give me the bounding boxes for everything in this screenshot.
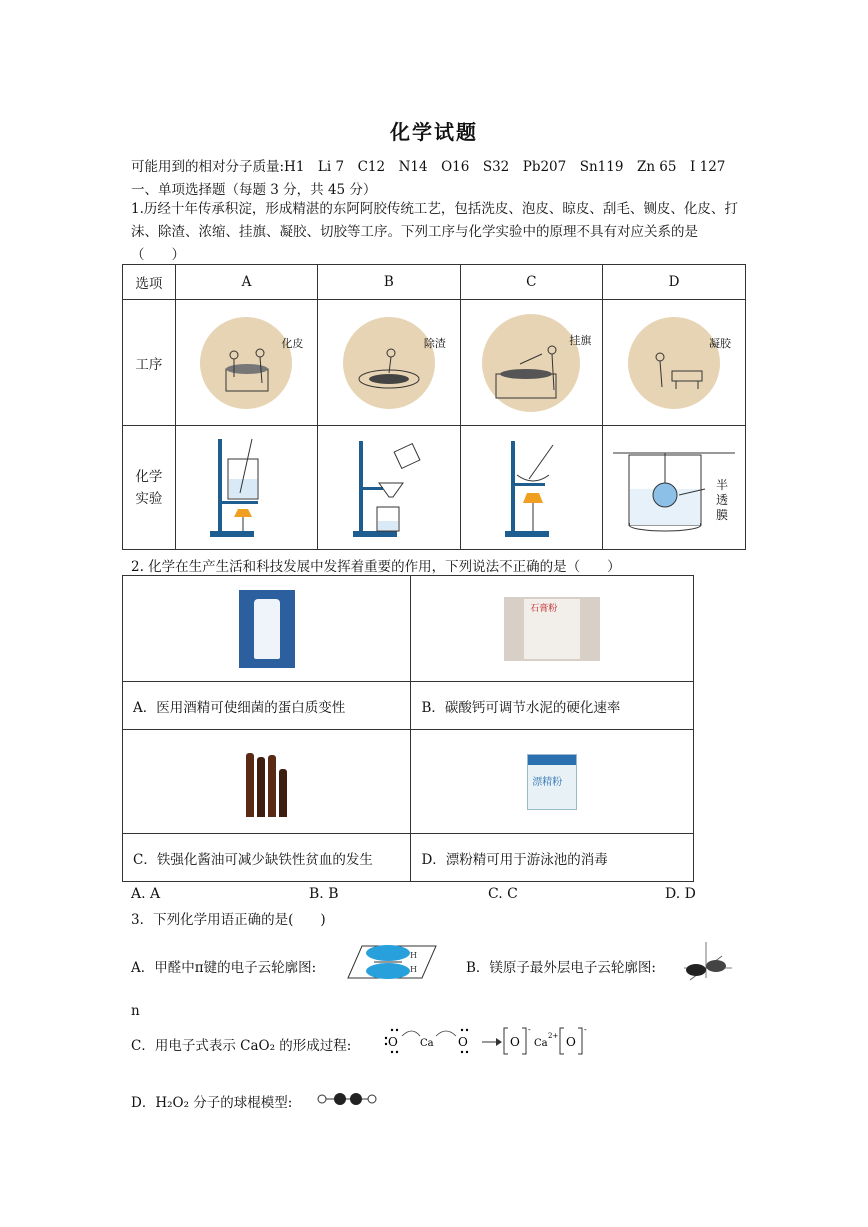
row-label-experiment: 化学实验 — [123, 426, 176, 550]
svg-text:Ca: Ca — [420, 1038, 434, 1049]
col-a: A — [175, 265, 317, 300]
q2-option-d: D．漂粉精可用于游泳池的消毒 — [411, 834, 694, 882]
svg-text:O: O — [510, 1035, 520, 1049]
filtration-apparatus — [349, 431, 429, 541]
section-heading: 一、单项选择题（每题 3 分，共 45 分） — [131, 182, 377, 198]
svg-text:2+: 2+ — [548, 1032, 559, 1040]
experiment-a — [175, 426, 317, 550]
q2-image-d — [411, 730, 694, 834]
q1-stem: 1.历经十年传承积淀，形成精湛的东阿阿胶传统工艺，包括洗皮、泡皮、晾皮、刮毛、铡皮、化皮、打沫、除渣、浓缩、挂旗、凝胶、切胶等工序。下列工序与化学实验中的原理不具有对应关系的是（ ） — [131, 201, 738, 263]
process-illustration: 凝胶 — [628, 317, 720, 409]
svg-text:Ca: Ca — [534, 1038, 548, 1049]
process-c — [460, 300, 603, 426]
experiment-b — [318, 426, 460, 550]
q2-option-c: C．铁强化酱油可减少缺铁性贫血的发生 — [123, 834, 411, 882]
process-a — [175, 300, 317, 426]
row-label-option: 选项 — [123, 265, 176, 300]
q3-option-d: D．H₂O₂ 分子的球棍模型: — [131, 1095, 293, 1111]
svg-text:O: O — [388, 1035, 398, 1049]
q3-option-b: B．镁原子最外层电子云轮廓图: — [466, 960, 656, 976]
alcohol-bottle-photo — [239, 590, 295, 668]
process-b — [318, 300, 460, 426]
col-b: B — [318, 265, 460, 300]
process-d — [603, 300, 746, 426]
h2o2-ball-stick-model — [316, 1091, 378, 1107]
q3-option-c: C．用电子式表示 CaO₂ 的形成过程: — [131, 1038, 352, 1054]
q2-option-b: B．碳酸钙可调节水泥的硬化速率 — [411, 682, 694, 730]
bleach-powder-photo: 漂精粉 — [527, 754, 577, 810]
membrane-label: 半透膜 — [715, 478, 728, 522]
q2-stem: 2. 化学在生产生活和科技发展中发挥着重要的作用，下列说法不正确的是（ ） — [131, 559, 621, 575]
q2-image-c — [123, 730, 411, 834]
experiment-c — [460, 426, 603, 550]
svg-text:-: - — [584, 1025, 587, 1034]
col-c: C — [460, 265, 603, 300]
choice-a: A. A — [131, 886, 161, 902]
svg-text:H: H — [410, 965, 417, 974]
q2-table — [122, 575, 694, 882]
q3-stem: 3．下列化学用语正确的是( ) — [131, 912, 326, 928]
process-illustration: 化皮 — [200, 317, 292, 409]
magnesium-orbital-diagram — [682, 938, 736, 984]
row-label-process: 工序 — [123, 300, 176, 426]
q2-image-a — [123, 576, 411, 682]
choice-b: B. B — [309, 886, 339, 902]
choice-d: D. D — [665, 886, 696, 902]
page-title: 化学试题 — [390, 120, 478, 144]
process-illustration: 除渣 — [343, 317, 435, 409]
q2-option-a: A．医用酒精可使细菌的蛋白质变性 — [123, 682, 411, 730]
col-d: D — [603, 265, 746, 300]
svg-text:H: H — [410, 951, 417, 960]
svg-text:O: O — [566, 1035, 576, 1049]
process-illustration: 挂旗 — [482, 314, 580, 412]
svg-text:-: - — [528, 1025, 531, 1034]
cao2-electron-formation — [382, 1024, 594, 1058]
experiment-d — [603, 426, 746, 550]
choice-c: C. C — [488, 886, 518, 902]
evaporation-apparatus — [491, 431, 571, 541]
q1-table — [122, 264, 746, 550]
q3-option-a: A．甲醛中π键的电子云轮廓图: — [131, 960, 317, 976]
formaldehyde-pi-bond-diagram — [348, 942, 436, 982]
q2-image-b — [411, 576, 694, 682]
soy-sauce-photo — [246, 747, 288, 817]
relative-masses: 可能用到的相对分子质量:H1 Li 7 C12 N14 O16 S32 Pb207 Sn119 Zn 65 I 127 — [131, 159, 726, 175]
gypsum-bag-photo: 石膏粉 — [504, 597, 600, 661]
svg-text:O: O — [458, 1035, 468, 1049]
q3-stray-n: n — [131, 1003, 140, 1019]
dissolve-stir-apparatus — [206, 431, 286, 541]
